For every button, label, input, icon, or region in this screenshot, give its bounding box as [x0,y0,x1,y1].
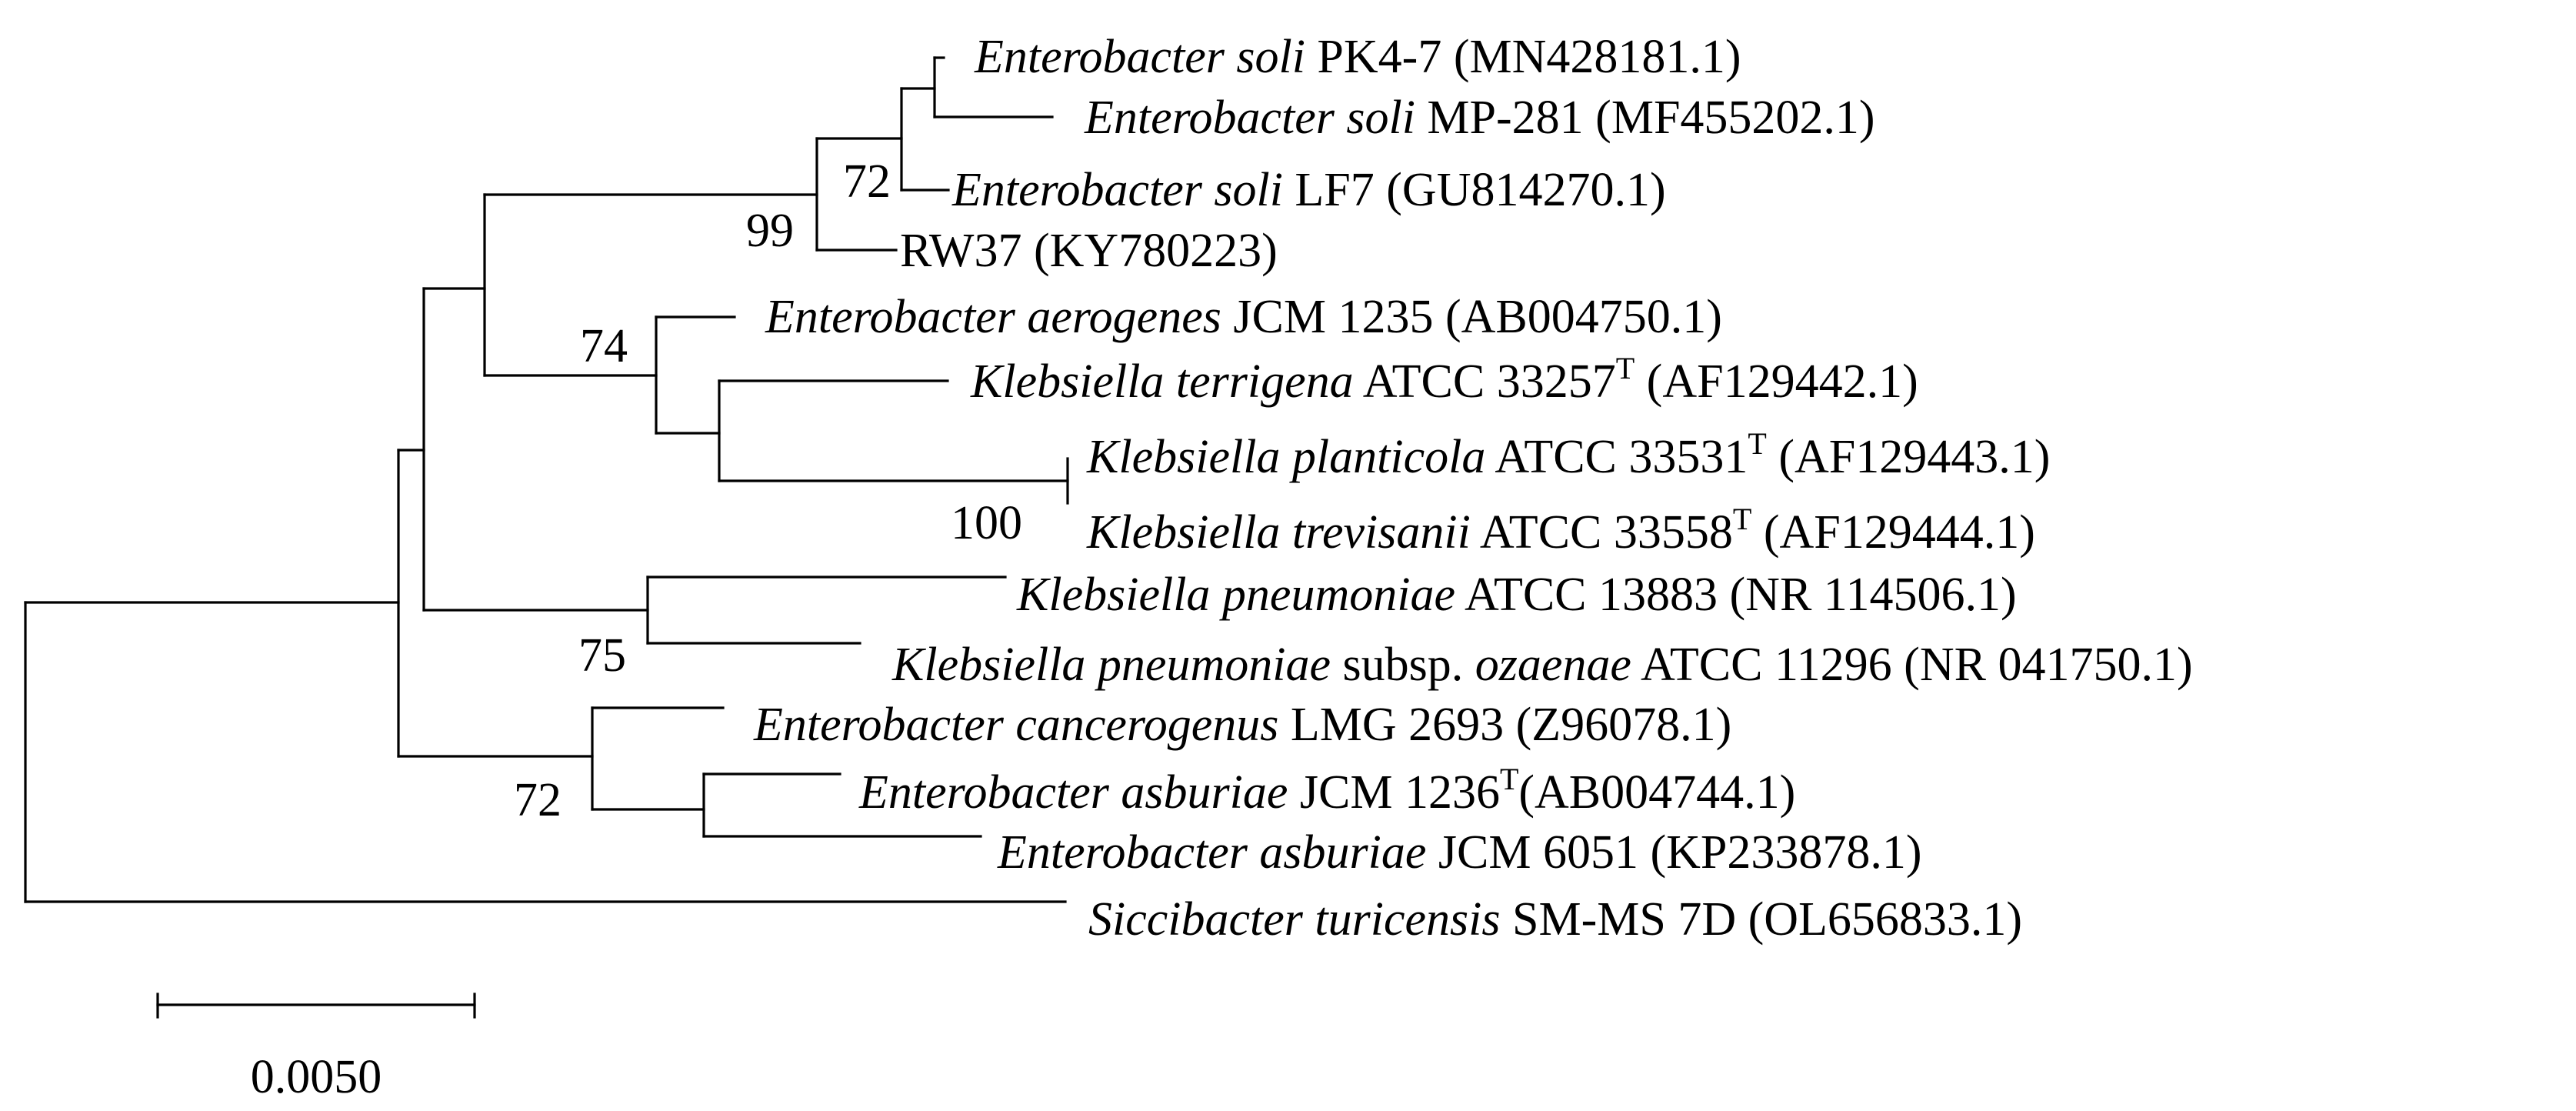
taxon-label-part: Enterobacter aerogenes [765,291,1221,343]
taxon-label [951,164,1666,216]
taxon-label-part: ozaenae [1475,639,1631,691]
taxon-label [1088,893,2022,946]
taxon-label-part: Enterobacter soli [975,31,1305,83]
taxon-label-part: JCM 1236 [1288,766,1500,819]
taxon-label-part: T [1615,351,1635,385]
taxon-label [1016,569,2017,621]
taxon-label-part: (AF129442.1) [1635,355,1918,408]
bootstrap-value-soli-rw37: 99 [746,205,794,257]
taxon-label-part: MP-281 (MF455202.1) [1415,92,1875,144]
bootstrap-value-aerogenes-klebsiella: 74 [580,320,628,372]
bootstrap-value-soli-inner: 72 [843,155,891,208]
bootstrap-value-planticola-trevisanii: 100 [951,497,1022,549]
scale-bar [158,994,475,1103]
taxon-label-part: SM-MS 7D (OL656833.1) [1500,893,2023,946]
taxon-label-part: T [1748,426,1767,461]
taxon-label-part: Enterobacter soli [952,164,1283,216]
taxon-label-part: subsp. [1330,639,1475,691]
taxon-label [974,31,1741,83]
taxon-label [900,225,1278,277]
taxon-label-part: Klebsiella pneumoniae [892,639,1331,691]
taxon-label-part: (AB004744.1) [1518,766,1796,819]
taxon-label-part: T [1732,502,1752,536]
taxon-label [753,699,1731,751]
taxon-label-part: Siccibacter turicensis [1088,893,1501,946]
taxon-label-part: Enterobacter asburiae [998,826,1427,879]
taxon-label-part: PK4-7 (MN428181.1) [1305,31,1741,83]
taxon-label-part: ATCC 33558 [1470,506,1733,559]
taxon-label [970,351,1918,408]
scale-bar-label: 0.0050 [250,1051,382,1103]
taxon-label-part: ATCC 11296 (NR 041750.1) [1631,639,2193,691]
taxon-label-part: RW37 (KY780223) [900,225,1278,277]
taxon-label-part: Enterobacter soli [1085,92,1415,144]
taxon-label-part: Klebsiella pneumoniae [1017,569,1455,621]
taxon-label-part: (AF129444.1) [1751,506,2035,559]
taxon-label [997,826,1922,879]
taxon-label-part: Enterobacter cancerogenus [754,699,1279,751]
taxon-label-part: JCM 6051 (KP233878.1) [1426,826,1922,879]
taxon-label [858,762,1795,819]
taxon-label-part: Klebsiella trevisanii [1087,506,1471,559]
taxon-label-part: Klebsiella planticola [1087,431,1486,483]
taxon-label-part: ATCC 33257 [1353,355,1616,408]
taxon-label-part: LF7 (GU814270.1) [1282,164,1666,216]
bootstrap-value-pneumoniae: 75 [578,629,626,682]
taxon-label [1086,502,2035,559]
taxon-label [1086,426,2050,483]
taxon-label-part: Enterobacter asburiae [859,766,1288,819]
taxon-labels [753,31,2193,946]
taxon-label [891,639,2193,691]
taxon-label-part: ATCC 13883 (NR 114506.1) [1455,569,2017,621]
taxon-label-part: T [1499,762,1519,796]
taxon-label [765,291,1722,343]
taxon-label-part: (AF129443.1) [1766,431,2051,483]
taxon-label-part: Klebsiella terrigena [971,355,1354,408]
taxon-label-part: JCM 1235 (AB004750.1) [1221,291,1722,343]
bootstrap-value-cancerogenus-asburiae: 72 [514,774,562,826]
taxon-label [1084,92,1875,144]
taxon-label-part: LMG 2693 (Z96078.1) [1278,699,1732,751]
taxon-label-part: ATCC 33531 [1485,431,1748,483]
